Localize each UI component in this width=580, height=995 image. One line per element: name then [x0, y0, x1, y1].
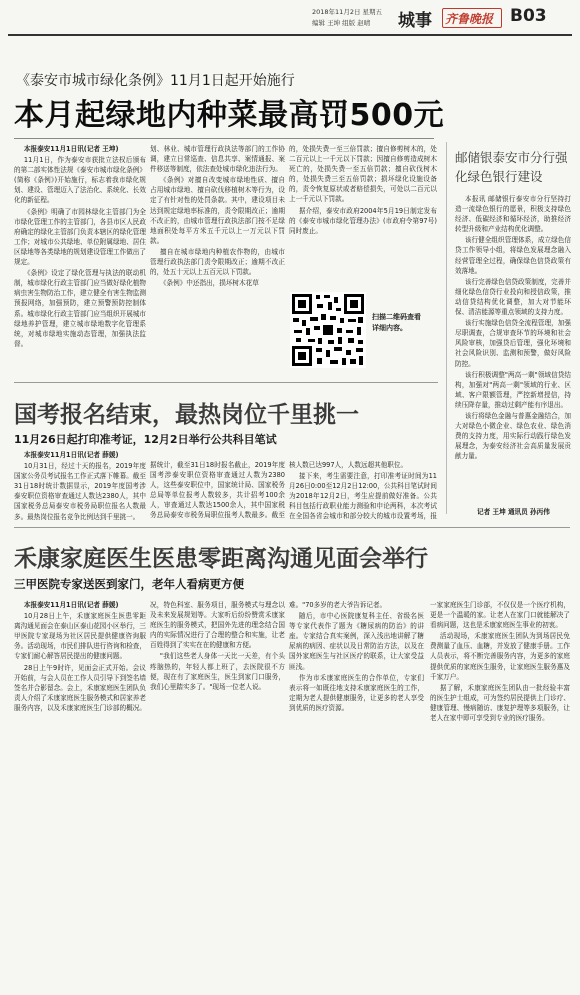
newspaper-logo	[442, 8, 502, 28]
article3-column-1	[14, 600, 146, 780]
article2-paragraph: 10月31日，经过十天的报名，2019年度国家公务员考试报名工作正式落下帷幕。截至31日18时统计数据显示，2019年度国考涉泰安职位资格审查通过人数达2380人，其中国家税务总局泰安市税务局职位报名人数最多。最热岗位报名竞争比例达到千里挑一。	[14, 462, 146, 521]
issue-date: 2018年11月2日 星期五	[312, 8, 383, 16]
sidebar-paragraph: 该行积极调整"两高一剩"领域信贷结构，加强对"两高一剩"领域的行业、区域、客户限额管理，严控新增授信，持续压降存量，推动过剩产能有序退出。	[455, 370, 571, 409]
article3-subhead: 三甲医院专家送医到家门，老年人看病更方便	[14, 577, 244, 591]
article1-paragraph: 的，处损失费一至三倍罚款；擅自修剪树木的，处二百元以上一千元以下罚款；因擅自修剪造成树木死亡的，处损失费一至五倍罚款；擅自砍伐树木的，处损失费三至五倍罚款；损坏绿化设施设备的，责令恢复原状或者赔偿损失，可处以二百元以上一千元以下罚款。	[289, 145, 437, 204]
article3-paragraph: 况，特色科室、服务项目，服务模式与理念以及未来发展规划等。大家听后纷纷赞赏禾康家庭医生的服务模式，把国外先进的理念结合国内的实际情况进行了合理的整合和实施，让老百姓得到了实实在在的健康和方便。	[150, 601, 285, 650]
sidebar-paragraph: 该行将绿色金融与普惠金融结合，加大对绿色小微企业、绿色农业、绿色消费的支持力度，用实际行动践行绿色发展理念，为泰安经济社会高质量发展贡献力量。	[455, 411, 571, 461]
section-rule	[14, 382, 438, 383]
article3-column-2	[150, 600, 285, 780]
section-name: 城事	[398, 11, 432, 31]
masthead-rule	[8, 34, 572, 36]
article1-column-3	[289, 144, 437, 284]
article1-paragraph: 擅自在城市绿地内种植农作物的，由城市管理行政执法部门责令限期改正；逾期不改正的，处五十元以上五百元以下罚款。	[150, 247, 285, 277]
sidebar-box	[446, 142, 571, 514]
sidebar-body	[455, 194, 571, 506]
article1-column-1	[14, 144, 146, 380]
article3-column-3	[289, 600, 424, 780]
page-number: B03	[510, 6, 547, 26]
article1-paragraph: 11月1日，作为泰安市获批立法权后颁布的第二部实体性法规《泰安市城市绿化条例》(简称《条例》)开始施行，标志着我市绿化规划、建设、管理迈入了法治化、系统化、长效化的新征程。	[14, 156, 146, 205]
article3-paragraph: 难。"70多岁的老大爷告诉记者。	[289, 601, 387, 609]
article1-paragraph: 《条例》中还指出，损坏树木花草	[159, 279, 259, 288]
article2-column-2	[150, 460, 285, 522]
article1-column-2	[150, 144, 285, 380]
section-rule	[14, 527, 570, 528]
article3-paragraph: 10月28日上午，禾康家庭医生医患零距离沟通见面会在泰山区泰山花园小区举行，三甲医院专家现场为社区居民提供健康咨询服务。活动现场，市民们排队进行咨询和检查，专家们耐心解答居民提出的健康问题。	[14, 612, 146, 661]
editor-credit: 编辑 王坤 组版 赵晴	[312, 19, 371, 27]
article1-paragraph: 《条例》设定了绿化管理与执法的联动机制，城市绿化行政主管部门应当做好绿化植物病虫害生物防治工作，建立健全有害生物监测预报网络，加强预防，建立预警预防控制体系。城市绿化行政主管部门应当组织开展城市绿地养护管理，建立城市绿地数字化管理系统，对城市绿地实施动态管理，加强执法监督。	[14, 269, 146, 348]
article3-byline: 本报泰安11月1日讯(记者 薛媛)	[23, 601, 119, 609]
article2-column-3	[289, 460, 437, 522]
article1-headline: 本月起绿地内种菜最高罚500元	[14, 98, 445, 133]
article2-column-1	[14, 450, 146, 522]
sidebar-headline: 邮储银泰安市分行强化绿色银行建设	[455, 150, 568, 184]
article2-byline: 本报泰安11月1日讯(记者 薛媛)	[23, 451, 119, 459]
article1-kicker: 《泰安市城市绿化条例》11月1日起开始施行	[16, 73, 295, 89]
article3-paragraph: 一家家庭医生门诊部，不仅仅是一个医疗机构，更是一个温暖的家。让老人在家门口就能解决了看病问题，这也是禾康家庭医生事业的初衷。	[430, 601, 570, 630]
article1-byline: 本报泰安11月1日讯(记者 王坤)	[23, 145, 119, 153]
article1-paragraph: 据介绍，泰安市政府2004年5月19日制定发布的《泰安市城市绿化管理办法》(市政府令第97号)同时废止。	[289, 206, 437, 235]
article2-paragraph: 核人数已达997人，人数远超其他职位。	[289, 461, 408, 469]
sidebar-paragraph: 该行完善绿色信贷政策制度，完善并细化绿色信贷行业投向和授信政策，推动信贷结构优化调整，加大对节能环保、清洁能源等重点领域的支持力度。	[455, 277, 571, 317]
qr-code[interactable]	[290, 292, 366, 368]
sidebar-credit: 记者 王坤 通讯员 孙丙伟	[477, 508, 550, 516]
article2-headline: 国考报名结束，最热岗位千里挑一	[14, 402, 359, 428]
article3-paragraph: 28日上午9时许，见面会正式开始。会议开始前，与会人员在工作人员引导下到签名墙签名并合影留念。会上，禾康家庭医生团队负责人介绍了禾康家庭医生服务模式和居家养老服务内容，以及禾康家庭医生门诊部的概况。	[14, 663, 146, 712]
masthead	[0, 0, 580, 34]
article3-paragraph: 据了解，禾康家庭医生团队由一批经验丰富的医生护士组成，可为签约居民提供上门诊疗、健康管理、慢病随访、康复护理等多项服务，让老人在家中即可享受到专业的医疗服务。	[430, 683, 570, 723]
article1-paragraph: 划、林业、城市管理行政执法等部门的工作协调，建立日常巡查、信息共享、案情通报、案件移送等制度，依法查处城市绿化违法行为。	[150, 145, 285, 174]
article3-paragraph: 作为市禾康家庭医生的合作单位，专家们表示将一如既往地支持禾康家庭医生的工作，定期为老人提供健康服务，让更多的老人享受到优质的医疗资源。	[289, 673, 424, 712]
sidebar-paragraph: 该行健全组织管理体系，成立绿色信贷工作领导小组，将绿色发展理念融入经营管理全过程，确保绿色信贷政策有效落地。	[455, 236, 571, 275]
qr-code-graphic	[290, 292, 366, 368]
qr-caption: 扫描二维码查看详细内容。	[372, 313, 421, 332]
article2-paragraph: 据统计，截至31日18时报名截止，2019年度国考涉泰安职位资格审查通过人数为2380人，这些泰安职位中，国家统计局、国家税务总局等单位报考人数较多，共计招考100余人，审查通过人数达1500余人，其中国家税务总局泰安市税务局职位报考人数最多。截至	[150, 461, 285, 520]
article3-paragraph: 活动现场，禾康家庭医生团队为到场居民免费测量了血压、血糖，并发放了健康手册。工作人员表示，将不断完善服务内容，为更多的家庭提供优质的家庭医生服务，让家庭医生服务惠及千家万户。	[430, 632, 570, 681]
sidebar-paragraph: 本报讯 邮储银行泰安市分行坚持打造一流绿色银行的愿景，积极支持绿色经济、低碳经济和循环经济，助推经济转型升级和产业结构优化调整。	[455, 195, 571, 234]
newspaper-logo-text: 齐鲁晚报	[445, 12, 494, 26]
article3-headline: 禾康家庭医生医患零距离沟通见面会举行	[14, 546, 428, 572]
article3-paragraph: 随后，市中心医院康复科主任、省级名医等专家代表作了题为《糖尿病的防治》的讲座。专家结合真实案例，深入浅出地讲解了糖尿病的病因、症状以及日常防治方法，以及在国外家庭医生与社区医疗的联系，让大家受益匪浅。	[289, 612, 424, 671]
article1-paragraph: 《条例》对擅自改变城市绿地性质、擅自占用城市绿地、擅自砍伐移植树木等行为，设定了有针对性的处罚条款。其中，建设项目未达到规定绿地率标准的，责令限期改正；逾期不改正的，由城市管理行政执法部门按不足绿地面积处每平方米五千元以上一万元以下罚款。	[150, 176, 285, 245]
article2-paragraph: 接下来，考生需要注意，打印准考证时间为11月26日0:00至12月2日12:00，公共科目笔试时间为2018年12月2日，考生应提前做好准备。公共科目包括行政职业能力测验和申论两科，本次考试在全国各省会城市和部分较大的城市设置考场，报	[289, 472, 437, 521]
sidebar-paragraph: 该行实施绿色信贷全流程管理，加强尽职调查，合规审查环节的环境和社会风险审核，加强贷后管理，强化环境和社会风险识别、监测和预警，做好风险防控。	[455, 319, 571, 368]
article3-column-4	[430, 600, 570, 780]
article3-paragraph: "我们这些老人身体一天比一天差，有个头疼脑热的，年轻人都上班了，去医院很不方便，现在有了家庭医生，医生到家门口服务，我们心里踏实多了。"现场一位老人说。	[150, 652, 285, 691]
article2-subhead: 11月26日起打印准考证，12月2日举行公共科目笔试	[14, 433, 277, 446]
article1-rule	[14, 138, 434, 139]
article1-paragraph: 《条例》明确了市园林绿化主管部门为全市绿化管理工作的主管部门，各县市区人民政府确定的绿化主管部门负责本辖区的绿化管理工作；对城市公共绿地、单位附属绿地、居住区绿地等各类绿地的规划建设管理工作做出了规定。	[14, 207, 146, 267]
